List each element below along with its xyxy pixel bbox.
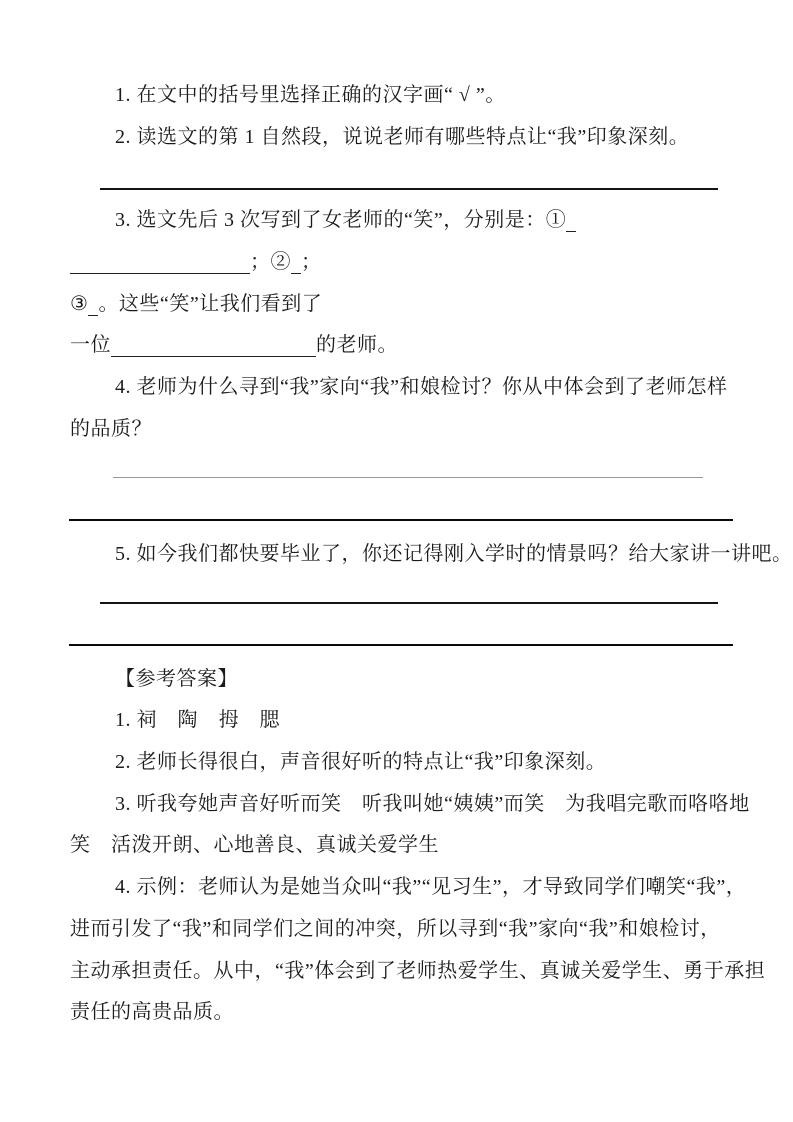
question-3-circle-3: ③ xyxy=(70,293,89,315)
section-divider-2 xyxy=(69,644,733,646)
answer-1 xyxy=(70,706,768,734)
answer-3-line-2 xyxy=(70,831,723,859)
blank-underline-2 xyxy=(291,248,301,274)
answer-line-q5 xyxy=(100,602,718,604)
answer-4-line-3 xyxy=(70,957,766,985)
answer-line-q2 xyxy=(100,188,718,190)
answer-4-line-4 xyxy=(70,998,723,1026)
question-3-tail-text: 的老师。 xyxy=(316,334,398,356)
question-4-line-1 xyxy=(70,373,768,401)
section-divider-1 xyxy=(69,519,733,521)
question-3-line-3 xyxy=(70,290,723,318)
question-3-line-2 xyxy=(70,248,723,276)
question-3-line-1 xyxy=(70,206,768,234)
blank-underline-1 xyxy=(566,206,576,232)
blank-underline-3 xyxy=(88,290,98,316)
answer-2-text: 2. 老师长得很白，声音很好听的特点让“我”印象深刻。 xyxy=(115,751,607,773)
answer-2 xyxy=(70,748,768,776)
answers-header-text: 【参考答案】 xyxy=(115,668,238,690)
question-1-text: 1. 在文中的括号里选择正确的汉字画“ √ ”。 xyxy=(115,84,506,106)
answer-4-text-4: 责任的高贵品质。 xyxy=(70,1001,234,1023)
question-4-line-2 xyxy=(70,415,723,443)
answers-header xyxy=(70,665,768,693)
question-2 xyxy=(70,123,768,151)
answer-1-text: 1. 祠 陶 拇 腮 xyxy=(115,709,280,731)
question-3-line-4 xyxy=(70,331,723,359)
question-3-after-blank-text: 。这些“笑”让我们看到了 xyxy=(98,293,323,315)
question-5 xyxy=(70,540,793,568)
answer-3-text-2: 笑 活泼开朗、心地善良、真诚关爱学生 xyxy=(70,834,439,856)
question-4-text-1: 4. 老师为什么寻到“我”家向“我”和娘检讨？你从中体会到了老师怎样 xyxy=(115,376,728,398)
answer-4-line-1 xyxy=(70,873,768,901)
blank-underline-4 xyxy=(111,331,316,357)
answer-4-line-2 xyxy=(70,915,723,943)
answer-line-q4 xyxy=(113,477,703,478)
question-3-separator-2: ；② xyxy=(250,251,291,273)
answer-4-text-2: 进而引发了“我”和同学们之间的冲突，所以寻到“我”家向“我”和娘检讨， xyxy=(70,918,721,940)
answer-3-text-1: 3. 听我夸她声音好听而笑 听我叫她“姨姨”而笑 为我唱完歌而咯咯地 xyxy=(115,793,750,815)
question-1 xyxy=(70,81,768,109)
question-5-text: 5. 如今我们都快要毕业了，你还记得刚入学时的情景吗？给大家讲一讲吧。 xyxy=(115,543,793,565)
question-3-separator-end: ； xyxy=(301,251,322,273)
answer-4-text-1: 4. 示例：老师认为是她当众叫“我”“见习生”，才导致同学们嘲笑“我”， xyxy=(115,876,747,898)
question-3-yiwei-text: 一位 xyxy=(70,334,111,356)
blank-underline-1b xyxy=(70,248,250,274)
question-2-text: 2. 读选文的第 1 自然段，说说老师有哪些特点让“我”印象深刻。 xyxy=(115,126,690,148)
question-3-lead-text: 3. 选文先后 3 次写到了女老师的“笑”，分别是：① xyxy=(115,209,567,231)
question-4-text-2: 的品质？ xyxy=(70,418,152,440)
answer-4-text-3: 主动承担责任。从中，“我”体会到了老师热爱学生、真诚关爱学生、勇于承担 xyxy=(70,960,766,982)
answer-3-line-1 xyxy=(70,790,768,818)
